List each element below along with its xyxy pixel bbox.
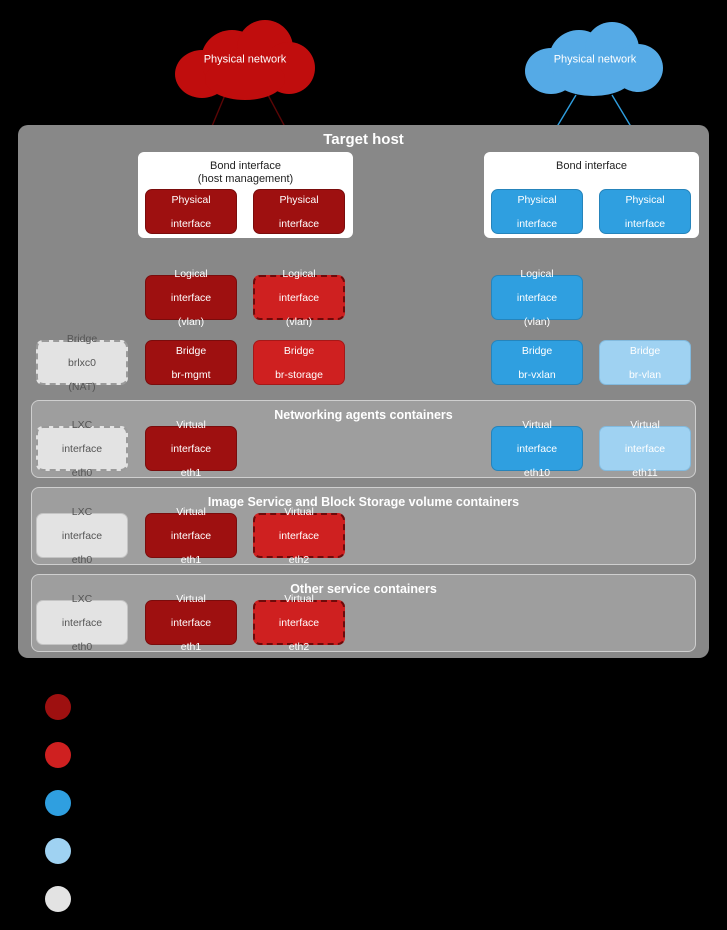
legend-row-host-management [45,690,685,738]
legend-swatch-host-management [45,694,71,720]
net-virt-eth1-line3: eth1 [180,466,202,479]
page-title: Target host [323,131,404,148]
bridge-br-vlan-line1: Bridge [629,344,661,357]
logical-vlan-3-line3: (vlan) [523,315,551,328]
net-virt-eth10-line1: Virtual [522,418,552,431]
bridge-br-vxlan-line2: br-vxlan [518,368,556,381]
bridge-br-vlan-line2: br-vlan [628,368,662,381]
legend-swatch-storage [45,742,71,768]
phys-if-2-line2: interface [278,217,320,230]
other-lxc-eth0-line3: eth0 [71,640,93,653]
bridge-brlxc0-line3: (NAT) [68,380,96,393]
other-virt-eth2-line2: interface [278,616,320,629]
other-virt-eth1-line1: Virtual [176,592,206,605]
bridge-br-storage [253,340,345,385]
net-virt-eth11-line2: interface [624,442,666,455]
cloud-left-line2: network [247,53,287,66]
img-virt-eth1-line3: eth1 [180,553,202,566]
other-service-title: Other service containers [290,582,437,596]
bridge-brlxc0-line1: Bridge [66,332,98,345]
logical-vlan-1-line2: interface [170,291,212,304]
bond-left-line2: (host management) [197,173,294,185]
bond-left-line1: Bond interface [210,160,281,172]
net-lxc-interface-eth0 [36,418,128,479]
other-lxc-interface-eth0 [36,592,128,653]
net-virtual-interface-eth1 [145,418,237,479]
net-lxc-eth0-line3: eth0 [71,466,93,479]
net-virt-eth10-line3: eth10 [523,466,551,479]
bridge-brlxc0-line2: brlxc0 [67,356,96,369]
img-virtual-interface-eth2 [253,505,345,566]
img-virt-eth1-line2: interface [170,529,212,542]
phys-if-1-line1: Physical [171,193,211,206]
net-virt-eth1-line1: Virtual [176,418,206,431]
bridge-br-mgmt [145,340,237,385]
bridge-br-vxlan [491,340,583,385]
img-virt-eth1-line1: Virtual [176,505,206,518]
legend-row-vlan [45,834,685,882]
logical-interface-vlan-2 [253,267,345,328]
other-service-containers-panel [31,574,696,652]
logical-vlan-3-line1: Logical [520,267,554,280]
other-virt-eth2-line3: eth2 [288,640,310,653]
legend-swatch-nat [45,886,71,912]
phys-if-4-line1: Physical [625,193,665,206]
img-lxc-eth0-line1: LXC [71,505,93,518]
img-lxc-interface-eth0 [36,505,128,566]
legend-row-storage [45,738,685,786]
cloud-left-line1: Physical [203,53,245,66]
image-block-storage-containers-panel [31,487,696,565]
physical-interface-4 [599,189,691,234]
net-lxc-eth0-line1: LXC [71,418,93,431]
other-virtual-interface-eth2 [253,592,345,653]
cloud-right-line2: network [597,53,637,66]
phys-if-4-line2: interface [624,217,666,230]
bridge-brlxc0-nat [36,332,128,393]
logical-vlan-2-line1: Logical [282,267,316,280]
bridge-br-vlan [599,340,691,385]
other-lxc-eth0-line2: interface [61,616,103,629]
phys-if-3-line2: interface [516,217,558,230]
phys-if-3-line1: Physical [517,193,557,206]
img-lxc-eth0-line2: interface [61,529,103,542]
other-virtual-interface-eth1 [145,592,237,653]
net-virt-eth11-line3: eth11 [632,466,658,479]
img-virt-eth2-line3: eth2 [288,553,310,566]
legend-row-overlay [45,786,685,834]
logical-vlan-1-line1: Logical [174,267,208,280]
bridge-br-mgmt-line1: Bridge [175,344,207,357]
net-lxc-eth0-line2: interface [61,442,103,455]
phys-if-1-line2: interface [170,217,212,230]
logical-vlan-2-line2: interface [278,291,320,304]
img-virt-eth2-line1: Virtual [284,505,314,518]
other-virt-eth2-line1: Virtual [284,592,314,605]
physical-interface-3 [491,189,583,234]
bridge-br-vxlan-line1: Bridge [521,344,553,357]
net-virt-eth10-line2: interface [516,442,558,455]
bridge-br-storage-line2: br-storage [275,368,323,381]
net-virt-eth1-line2: interface [170,442,212,455]
physical-interface-2 [253,189,345,234]
img-lxc-eth0-line3: eth0 [71,553,93,566]
cloud-right-line1: Physical [553,53,595,66]
networking-agents-containers-panel [31,400,696,478]
net-virt-eth11-line1: Virtual [630,418,660,431]
networking-agents-title: Networking agents containers [274,408,453,422]
physical-network-cloud-right [525,20,665,100]
logical-interface-vlan-1 [145,267,237,328]
logical-interface-vlan-3 [491,267,583,328]
phys-if-2-line1: Physical [279,193,319,206]
legend [45,690,685,930]
other-virt-eth1-line2: interface [170,616,212,629]
img-virt-eth2-line2: interface [278,529,320,542]
bridge-br-storage-line1: Bridge [283,344,315,357]
physical-interface-1 [145,189,237,234]
legend-row-nat [45,882,685,930]
net-virtual-interface-eth11 [599,418,691,479]
logical-vlan-1-line3: (vlan) [177,315,205,328]
legend-swatch-vlan [45,838,71,864]
legend-swatch-overlay [45,790,71,816]
other-lxc-eth0-line1: LXC [71,592,93,605]
image-block-storage-title: Image Service and Block Storage volume containers [207,495,520,509]
logical-vlan-3-line2: interface [516,291,558,304]
logical-vlan-2-line3: (vlan) [285,315,313,328]
bridge-br-mgmt-line2: br-mgmt [171,368,211,381]
net-virtual-interface-eth10 [491,418,583,479]
physical-network-cloud-left [175,20,315,100]
other-virt-eth1-line3: eth1 [180,640,202,653]
img-virtual-interface-eth1 [145,505,237,566]
bond-right-line1: Bond interface [556,160,627,172]
